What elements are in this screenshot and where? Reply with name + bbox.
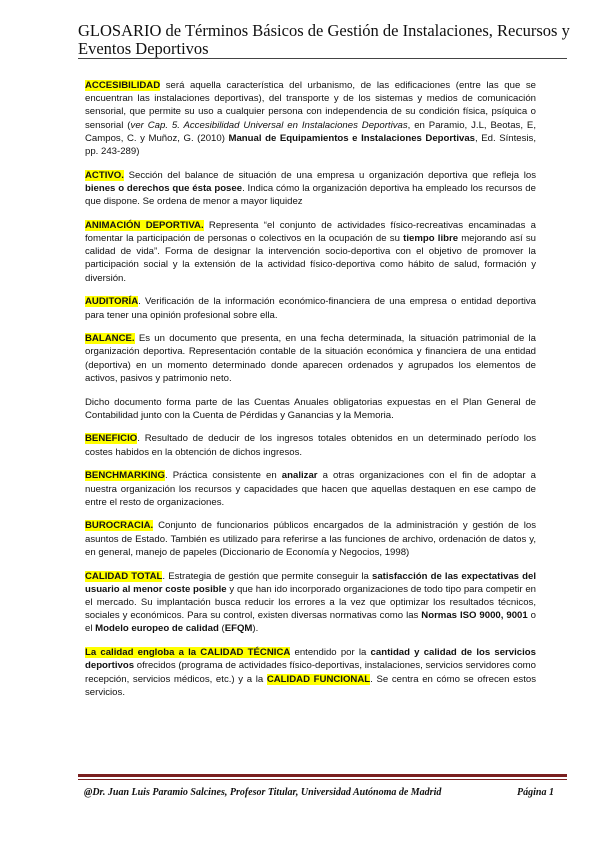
term-highlight: AUDITORÍA	[85, 296, 139, 308]
document-title: GLOSARIO de Términos Básicos de Gestión de Instalaciones, Recursos y Eventos Deportivos	[78, 21, 570, 58]
term-highlight: ACTIVO.	[85, 169, 124, 181]
term-highlight: BENCHMARKING	[85, 470, 165, 482]
term-highlight: BENEFICIO	[85, 433, 138, 445]
entry-auditoria: AUDITORÍA. Verificación de la información económico-financiera de una empresa o entidad deportiva para tener una opinión profesional sobre ella.	[85, 296, 536, 321]
footer-divider-thick	[78, 774, 567, 777]
entry-balance: BALANCE. Es un documento que presenta, en una fecha determinada, la situación patrimonial de la organización deportiva. Representación contable de la situación económica y financiera de una entidad (deportiva) en un momento determinado donde aparecen ordenados y agrupados los elementos de activos, pasivos y patrimonio neto.	[85, 333, 536, 384]
footer-divider-thin	[78, 779, 567, 780]
entry-calidad-tecnica: La calidad engloba a la CALIDAD TÉCNICA entendido por la cantidad y calidad de los servicios deportivos ofrecidos (programa de actividades físico-deportivas, instalaciones, servicios servidores como recepción, servicios médicos, etc.) y a la CALIDAD FUNCIONAL. Se centra en cómo se ofrecen estos servicios.	[85, 647, 537, 698]
term-highlight: ACCESIBILIDAD	[85, 80, 161, 91]
entry-calidad-total: CALIDAD TOTAL. Estrategia de gestión que permite conseguir la satisfacción de las expectativas del usuario al menor coste posible y que han ido incorporado organizaciones de todo tipo para competir en el mercado. Su implantación busca reducir los errores a la vez que optimizar los resultados técnicos, sociales y económicos. Para su control, existen diversas normativas como las Normas ISO 9000, 9001 o el Modelo europeo de calidad (EFQM).	[85, 570, 536, 635]
entry-accesibilidad: ACCESIBILIDAD será aquella característica del urbanismo, de las edificaciones (entre las que se encuentran las instalaciones deportivas), del transporte y de los sistemas y medios de comunicación sensorial, que permite su uso a cualquier persona con independencia de su condición física, psíquica o sensorial (ver Cap. 5. Accesibilidad Universal en Instalaciones Deportivas, en Paramio, J.L, Beotas, E, Campos, C. y Muñoz, G. (2010) Manual de Equipamientos e Instalaciones Deportivas, Ed. Síntesis, pp. 243-289)	[85, 80, 536, 158]
entry-balance-note: Dicho documento forma parte de las Cuentas Anuales obligatorias expuestas en el Plan General de Contabilidad junto con la Cuenta de Pérdidas y Ganancias y la Memoria.	[85, 396, 536, 421]
glossary-body	[85, 79, 536, 709]
entry-burocracia: BUROCRACIA. Conjunto de funcionarios públicos encargados de la administración y gestión de los asuntos de Estado. También es utilizado para referirse a las funciones de archivo, ordenación de datos y, en general, manejo de papeles (Diccionario de Economía y Negocios, 1998)	[85, 520, 536, 558]
term-highlight: BUROCRACIA.	[85, 520, 154, 532]
page-number: Página 1	[517, 787, 554, 798]
entry-beneficio: BENEFICIO. Resultado de deducir de los ingresos totales obtenidos en un determinado período los costes habidos en la obtención de dichos ingresos.	[85, 433, 536, 458]
footer-author: @Dr. Juan Luis Paramio Salcines, Profesor Titular, Universidad Autónoma de Madrid	[84, 787, 442, 798]
term-highlight: CALIDAD TOTAL	[85, 570, 163, 582]
term-highlight: BALANCE.	[85, 333, 135, 345]
header-divider	[78, 58, 567, 59]
entry-activo: ACTIVO. Sección del balance de situación de una empresa u organización deportiva que refleja los bienes o derechos que ésta posee. Indica cómo la organización deportiva ha empleado los recursos de que dispone. Se ordena de menor a mayor liquidez	[85, 169, 536, 208]
entry-benchmarking: BENCHMARKING. Práctica consistente en analizar a otras organizaciones con el fin de adoptar a nuestra organización los recursos y capacidades que hacen que aquellas destaquen en ese campo de entre el resto de organizaciones.	[85, 470, 536, 508]
term-highlight: ANIMACIÓN DEPORTIVA.	[85, 219, 204, 231]
term-highlight: CALIDAD FUNCIONAL	[266, 673, 371, 685]
entry-animacion-deportiva: ANIMACIÓN DEPORTIVA. Representa “el conjunto de actividades físico-recreativas encaminadas a fomentar la participación de personas o colectivos en la ocupación de su tiempo libre mejorando así su calidad de vida”. Forma de designar la intervención socio-deportiva con el objetivo de promover la participación social y la extensión de la actividad físico-deportiva como hábito de salud, formación y diversión.	[85, 219, 537, 284]
term-highlight: La calidad engloba a la CALIDAD TÉCNICA	[85, 647, 291, 659]
